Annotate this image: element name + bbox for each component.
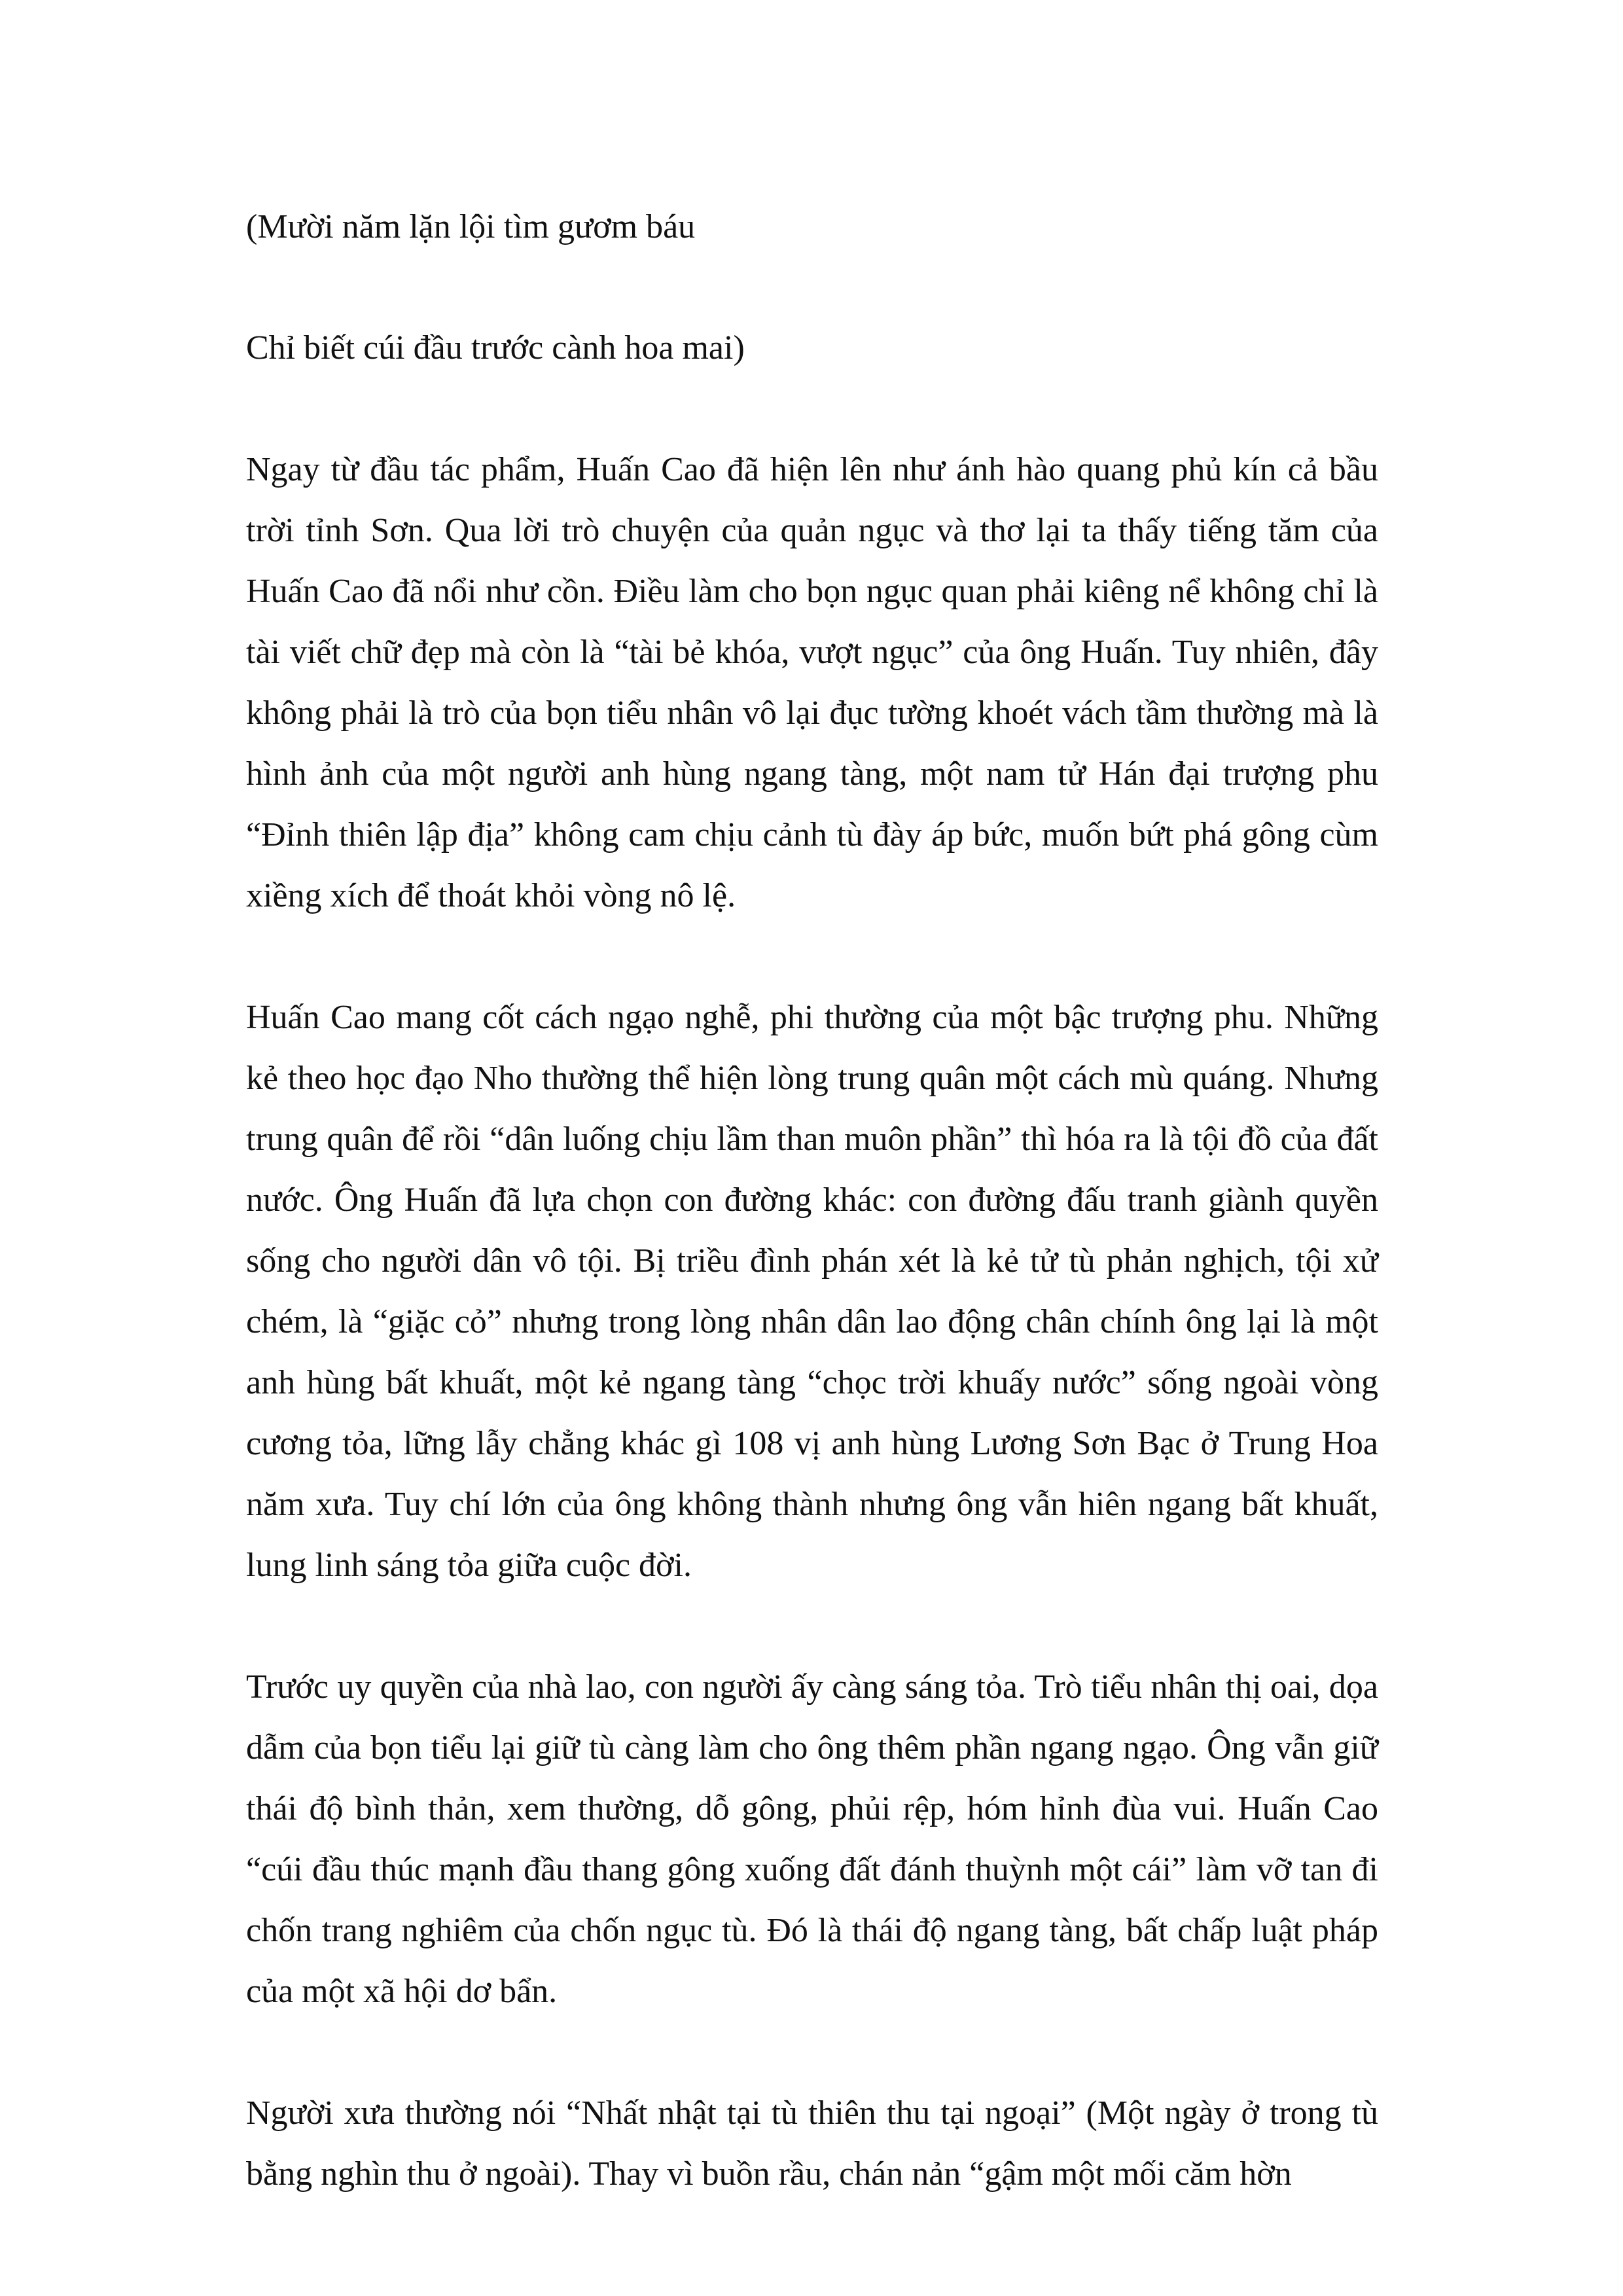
paragraph-1: Ngay từ đầu tác phẩm, Huấn Cao đã hiện lên như ánh hào quang phủ kín cả bầu trời tỉnh Sơn. Qua lời trò chuyện của quản ngục và thơ lại ta thấy tiếng tăm của Huấn Cao đã nổi như cồn. Điều làm cho bọn ngục quan phải kiêng nể không chỉ là tài viết chữ đẹp mà còn là “tài bẻ khóa, vượt ngục” của ông Huấn. Tuy nhiên, đây không phải là trò của bọn tiểu nhân vô lại đục tường khoét vách tầm thường mà là hình ảnh của một người anh hùng ngang tàng, một nam tử Hán đại trượng phu “Đỉnh thiên lập địa” không cam chịu cảnh tù đày áp bức, muốn bứt phá gông cùm xiềng xích để thoát khỏi vòng nô lệ. bbox=[246, 451, 1378, 914]
paragraph-4: Người xưa thường nói “Nhất nhật tại tù thiên thu tại ngoại” (Một ngày ở trong tù bằng nghìn thu ở ngoài). Thay vì buồn rầu, chán nản “gậm một mối căm hờn bbox=[246, 2094, 1378, 2193]
paragraph-3: Trước uy quyền của nhà lao, con người ấy càng sáng tỏa. Trò tiểu nhân thị oai, dọa dẫm của bọn tiểu lại giữ tù càng làm cho ông thêm phần ngang ngạo. Ông vẫn giữ thái độ bình thản, xem thường, dỗ gông, phủi rệp, hóm hỉnh đùa vui. Huấn Cao “cúi đầu thúc mạnh đầu thang gông xuống đất đánh thuỳnh một cái” làm vỡ tan đi chốn trang nghiêm của chốn ngục tù. Đó là thái độ ngang tàng, bất chấp luật pháp của một xã hội dơ bẩn. bbox=[246, 1668, 1378, 2010]
verse-line-2: Chỉ biết cúi đầu trước cành hoa mai) bbox=[246, 329, 745, 367]
verse-line-1: (Mười năm lặn lội tìm gươm báu bbox=[246, 208, 696, 245]
document-body bbox=[246, 196, 1378, 2204]
paragraph-2: Huấn Cao mang cốt cách ngạo nghễ, phi thường của một bậc trượng phu. Những kẻ theo học đạo Nho thường thể hiện lòng trung quân một cách mù quáng. Nhưng trung quân để rồi “dân luống chịu lầm than muôn phần” thì hóa ra là tội đồ của đất nước. Ông Huấn đã lựa chọn con đường khác: con đường đấu tranh giành quyền sống cho người dân vô tội. Bị triều đình phán xét là kẻ tử tù phản nghịch, tội xử chém, là “giặc cỏ” nhưng trong lòng nhân dân lao động chân chính ông lại là một anh hùng bất khuất, một kẻ ngang tàng “chọc trời khuấy nước” sống ngoài vòng cương tỏa, lững lẫy chẳng khác gì 108 vị anh hùng Lương Sơn Bạc ở Trung Hoa năm xưa. Tuy chí lớn của ông không thành nhưng ông vẫn hiên ngang bất khuất, lung linh sáng tỏa giữa cuộc đời. bbox=[246, 999, 1378, 1584]
